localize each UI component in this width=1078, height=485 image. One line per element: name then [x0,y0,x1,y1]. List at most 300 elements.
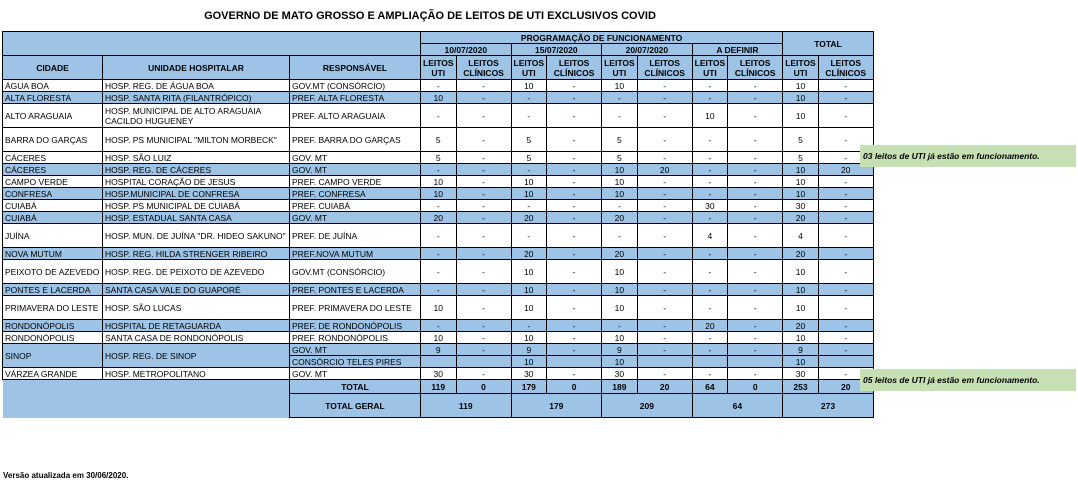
value-cell: 10 [421,332,457,344]
value-cell: - [637,188,692,200]
value-cell: 10 [602,296,638,320]
value-cell: - [728,368,783,380]
table-row [3,332,874,344]
header-period: 15/07/2020 [511,44,602,56]
value-cell: - [456,188,511,200]
value-cell: - [818,344,873,356]
cidade-cell: CÁCERES [3,152,103,164]
value-cell: - [547,128,602,152]
value-cell: - [421,284,457,296]
responsavel-cell: GOV. MT [290,152,421,164]
value-cell: 10 [783,284,819,296]
responsavel-cell: CONSÓRCIO TELES PIRES [290,356,421,368]
value-cell: - [728,104,783,128]
header-leitos-clinicos: LEITOS CLÍNICOS [818,56,873,80]
value-cell: - [456,92,511,104]
table-row [3,176,874,188]
responsavel-cell: GOV. MT [290,164,421,176]
value-cell: - [818,212,873,224]
value-cell: - [602,92,638,104]
value-cell: - [547,152,602,164]
value-cell: 5 [783,152,819,164]
table-row [3,80,874,92]
cidade-cell: SINOP [3,344,103,368]
cidade-cell: PRIMAVERA DO LESTE [3,296,103,320]
value-cell: - [421,164,457,176]
value-cell: - [637,176,692,188]
value-cell: - [547,260,602,284]
value-cell: - [728,176,783,188]
value-cell: - [456,200,511,212]
unidade-cell: HOSPITAL CORAÇÃO DE JESUS [103,176,290,188]
value-cell: - [637,368,692,380]
blank-cell [3,394,290,418]
value-cell: 10 [421,296,457,320]
value-cell: - [511,92,547,104]
value-cell: 10 [602,188,638,200]
total-value: 0 [547,380,602,394]
value-cell: - [637,344,692,356]
table-row [3,164,874,176]
table-row [3,224,874,248]
value-cell: - [728,80,783,92]
value-cell: - [728,188,783,200]
value-cell: 20 [421,212,457,224]
value-cell: - [421,80,457,92]
unidade-cell: HOSP. ESTADUAL SANTA CASA [103,212,290,224]
value-cell: - [818,92,873,104]
unidade-cell: HOSP. REG. DE ÁGUA BOA [103,80,290,92]
value-cell: - [692,164,728,176]
value-cell [637,356,692,368]
value-cell: - [728,296,783,320]
value-cell: - [547,92,602,104]
value-cell: - [547,188,602,200]
total-geral-value: 273 [783,394,874,418]
value-cell: - [456,80,511,92]
header-leitos-uti: LEITOS UTI [421,56,457,80]
value-cell: 10 [783,164,819,176]
total-value: 20 [637,380,692,394]
value-cell: - [421,320,457,332]
value-cell: 9 [783,344,819,356]
value-cell: 10 [602,176,638,188]
value-cell: 10 [602,164,638,176]
value-cell: 20 [602,212,638,224]
value-cell: - [692,344,728,356]
value-cell: - [637,92,692,104]
value-cell: - [511,320,547,332]
value-cell: 10 [783,188,819,200]
responsavel-cell: GOV.MT (CONSÓRCIO) [290,260,421,284]
total-row [3,380,874,394]
cidade-cell: PONTES E LACERDA [3,284,103,296]
value-cell: 10 [783,332,819,344]
cidade-cell: CUIABÁ [3,212,103,224]
value-cell: - [692,332,728,344]
value-cell: - [421,248,457,260]
value-cell: - [692,368,728,380]
header-period: A DEFINIR [692,44,783,56]
value-cell: 10 [511,332,547,344]
responsavel-cell: PREF. CUIABÁ [290,200,421,212]
value-cell: 9 [511,344,547,356]
value-cell: 30 [511,368,547,380]
table-row [3,260,874,284]
total-value: 179 [511,380,547,394]
header-blank [3,32,421,56]
unidade-cell: HOSP. MUNICIPAL DE ALTO ARAGUAIA CACILDO HUGUENEY [103,104,290,128]
value-cell: - [602,104,638,128]
value-cell: - [728,92,783,104]
value-cell: 4 [783,224,819,248]
value-cell: 10 [511,260,547,284]
unidade-cell: HOSP. PS MUNICIPAL DE CUIABÁ [103,200,290,212]
value-cell: - [456,176,511,188]
value-cell: - [637,152,692,164]
value-cell: - [456,320,511,332]
unidade-cell: SANTA CASA DE RONDONÓPOLIS [103,332,290,344]
responsavel-cell: GOV. MT [290,212,421,224]
value-cell: - [637,332,692,344]
unidade-cell: HOSP. SÃO LUIZ [103,152,290,164]
value-cell: 10 [421,92,457,104]
value-cell: 20 [692,320,728,332]
cidade-cell: NOVA MUTUM [3,248,103,260]
table-row [3,344,874,356]
value-cell: - [547,296,602,320]
value-cell: 10 [783,104,819,128]
header-leitos-clinicos: LEITOS CLÍNICOS [637,56,692,80]
value-cell: - [511,164,547,176]
value-cell: - [728,224,783,248]
cidade-cell: CAMPO VERDE [3,176,103,188]
value-cell: - [456,344,511,356]
total-value: 253 [783,380,819,394]
value-cell: 20 [783,212,819,224]
value-cell: - [728,344,783,356]
value-cell: - [511,200,547,212]
header-total: TOTAL [783,32,874,56]
value-cell: 10 [602,284,638,296]
total-geral-value: 119 [421,394,512,418]
value-cell: - [728,200,783,212]
total-value: 119 [421,380,457,394]
value-cell: - [692,80,728,92]
value-cell: 20 [511,212,547,224]
value-cell: - [547,344,602,356]
table-row [3,188,874,200]
value-cell: - [818,80,873,92]
total-value: 20 [818,380,873,394]
cidade-cell: JUÍNA [3,224,103,248]
value-cell: - [547,80,602,92]
responsavel-cell: GOV. MT [290,368,421,380]
value-cell: - [547,368,602,380]
value-cell: 10 [602,80,638,92]
value-cell: 5 [421,152,457,164]
value-cell: - [818,296,873,320]
responsavel-cell: PREF.NOVA MUTUM [290,248,421,260]
responsavel-cell: PREF. PONTES E LACERDA [290,284,421,296]
cidade-cell: BARRA DO GARÇAS [3,128,103,152]
header-cidade: CIDADE [3,56,103,80]
unidade-cell: HOSP. REG. DE CÁCERES [103,164,290,176]
value-cell: - [456,284,511,296]
value-cell: 5 [421,128,457,152]
value-cell: - [421,200,457,212]
total-geral-label: TOTAL GERAL [290,394,421,418]
cidade-cell: CUIABÁ [3,200,103,212]
value-cell: 5 [511,152,547,164]
unidade-cell: HOSP.MUNICIPAL DE CONFRESA [103,188,290,200]
table-row [3,284,874,296]
value-cell: - [728,284,783,296]
value-cell: 10 [692,104,728,128]
value-cell: - [818,152,873,164]
value-cell: - [456,368,511,380]
value-cell: 10 [783,80,819,92]
value-cell: - [421,104,457,128]
value-cell: 30 [692,200,728,212]
value-cell: - [637,260,692,284]
value-cell: - [547,284,602,296]
responsavel-cell: PREF. ALTA FLORESTA [290,92,421,104]
value-cell: - [421,224,457,248]
value-cell: - [818,332,873,344]
header-leitos-uti: LEITOS UTI [602,56,638,80]
value-cell: - [818,320,873,332]
total-value: 0 [456,380,511,394]
value-cell: - [456,152,511,164]
value-cell: - [602,224,638,248]
responsavel-cell: PREF. DE RONDONÓPOLIS [290,320,421,332]
table-row [3,104,874,128]
value-cell [547,356,602,368]
value-cell: - [602,200,638,212]
unidade-cell: SANTA CASA VALE DO GUAPORÉ [103,284,290,296]
total-value: 64 [692,380,728,394]
value-cell: - [692,176,728,188]
value-cell: - [637,128,692,152]
value-cell: 10 [511,296,547,320]
value-cell: - [637,80,692,92]
value-cell: - [728,164,783,176]
unidade-cell: HOSP. MUN. DE JUÍNA "DR. HIDEO SAKUNO" [103,224,290,248]
value-cell: - [547,320,602,332]
unidade-cell: HOSP. SANTA RITA (FILANTRÓPICO) [103,92,290,104]
value-cell: 20 [783,248,819,260]
value-cell: 10 [783,176,819,188]
value-cell: - [637,248,692,260]
value-cell: - [692,152,728,164]
value-cell: - [602,320,638,332]
header-leitos-uti: LEITOS UTI [783,56,819,80]
value-cell: - [692,92,728,104]
value-cell: 30 [421,368,457,380]
value-cell [692,356,728,368]
value-cell: 5 [602,128,638,152]
responsavel-cell: PREF. CAMPO VERDE [290,176,421,188]
value-cell: 20 [637,164,692,176]
table-row [3,200,874,212]
value-cell: - [456,212,511,224]
header-period: 20/07/2020 [602,44,693,56]
value-cell: - [637,104,692,128]
value-cell: 5 [511,128,547,152]
value-cell [728,356,783,368]
value-cell: - [547,224,602,248]
note-rondonopolis: 05 leitos de UTI já estão em funcionamento. [860,369,1076,391]
unidade-cell: HOSP. REG. HILDA STRENGER RIBEIRO [103,248,290,260]
value-cell: - [692,296,728,320]
total-label: TOTAL [290,380,421,394]
table-row [3,320,874,332]
cidade-cell: VÁRZEA GRANDE [3,368,103,380]
cidade-cell: PEIXOTO DE AZEVEDO [3,260,103,284]
cidade-cell: ÁGUA BOA [3,80,103,92]
note-barra-do-garcas: 03 leitos de UTI já estão em funcionamento. [860,145,1076,167]
value-cell: - [818,188,873,200]
value-cell: - [547,176,602,188]
value-cell: - [818,224,873,248]
value-cell: - [547,104,602,128]
cidade-cell: ALTO ARAGUAIA [3,104,103,128]
cidade-cell: CÁCERES [3,164,103,176]
blank-cell [3,380,290,394]
table-row [3,212,874,224]
value-cell: 30 [783,368,819,380]
value-cell: 30 [602,368,638,380]
value-cell: 10 [421,188,457,200]
value-cell: 20 [511,248,547,260]
value-cell: - [456,248,511,260]
footer-version: Versão atualizada em 30/06/2020. [3,471,129,480]
total-geral-value: 64 [692,394,783,418]
total-value: 0 [728,380,783,394]
table-row [3,92,874,104]
value-cell: - [547,200,602,212]
value-cell: 10 [602,356,638,368]
value-cell: - [547,212,602,224]
cidade-cell: CONFRESA [3,188,103,200]
header-programacao: PROGRAMAÇÃO DE FUNCIONAMENTO [421,32,783,44]
value-cell: - [637,212,692,224]
value-cell: - [728,212,783,224]
value-cell: 10 [511,356,547,368]
value-cell: - [637,296,692,320]
value-cell: - [728,260,783,284]
value-cell: - [637,284,692,296]
value-cell: - [547,332,602,344]
cidade-cell: RONDONÓPOLIS [3,320,103,332]
unidade-cell: HOSP. METROPOLITANO [103,368,290,380]
unidade-cell: HOSP. REG. DE SINOP [103,344,290,368]
value-cell: - [818,128,873,152]
header-responsavel: RESPONSÁVEL [290,56,421,80]
header-leitos-clinicos: LEITOS CLÍNICOS [456,56,511,80]
value-cell: - [456,164,511,176]
table-row [3,296,874,320]
value-cell: 4 [692,224,728,248]
value-cell: - [692,284,728,296]
unidade-cell: HOSP. PS MUNICIPAL "MILTON MORBECK" [103,128,290,152]
responsavel-cell: PREF. ALTO ARAGUAIA [290,104,421,128]
value-cell: 9 [421,344,457,356]
value-cell: 10 [511,284,547,296]
value-cell: 9 [602,344,638,356]
table-row [3,248,874,260]
value-cell: - [547,248,602,260]
header-leitos-clinicos: LEITOS CLÍNICOS [547,56,602,80]
covid-icu-beds-table [2,31,874,418]
value-cell: - [818,368,873,380]
value-cell: - [456,224,511,248]
value-cell: - [692,212,728,224]
header-period: 10/07/2020 [421,44,512,56]
value-cell: - [728,152,783,164]
value-cell: - [456,128,511,152]
value-cell: - [728,320,783,332]
responsavel-cell: PREF. RONDONÓPOLIS [290,332,421,344]
value-cell: 20 [818,164,873,176]
value-cell: 10 [511,188,547,200]
value-cell: 20 [783,320,819,332]
value-cell: - [728,248,783,260]
value-cell: - [511,224,547,248]
page-title: GOVERNO DE MATO GROSSO E AMPLIAÇÃO DE LEITOS DE UTI EXCLUSIVOS COVID [204,10,656,22]
total-value: 189 [602,380,638,394]
value-cell: - [728,128,783,152]
value-cell: - [728,332,783,344]
value-cell: - [818,176,873,188]
header-leitos-uti: LEITOS UTI [692,56,728,80]
value-cell: 10 [783,92,819,104]
value-cell: - [818,260,873,284]
total-geral-value: 209 [602,394,693,418]
unidade-cell: HOSPITAL DE RETAGUARDA [103,320,290,332]
value-cell: 10 [602,260,638,284]
table-row [3,128,874,152]
value-cell: - [456,260,511,284]
header-unidade: UNIDADE HOSPITALAR [103,56,290,80]
value-cell: - [637,224,692,248]
value-cell: - [818,284,873,296]
value-cell: - [421,260,457,284]
value-cell: - [547,164,602,176]
cidade-cell: RONDONÓPOLIS [3,332,103,344]
value-cell: 30 [783,200,819,212]
value-cell: - [637,320,692,332]
value-cell: 10 [783,260,819,284]
value-cell: - [637,200,692,212]
table-row [3,152,874,164]
value-cell: - [818,248,873,260]
value-cell: - [692,188,728,200]
value-cell: 10 [602,332,638,344]
value-cell: 20 [602,248,638,260]
value-cell: - [511,104,547,128]
total-geral-row [3,394,874,418]
unidade-cell: HOSP. SÃO LUCAS [103,296,290,320]
table-row [3,368,874,380]
responsavel-cell: PREF. BARRA DO GARÇAS [290,128,421,152]
value-cell [818,356,873,368]
value-cell: 10 [783,296,819,320]
value-cell: 10 [783,356,819,368]
cidade-cell: ALTA FLORESTA [3,92,103,104]
responsavel-cell: PREF. PRIMAVERA DO LESTE [290,296,421,320]
